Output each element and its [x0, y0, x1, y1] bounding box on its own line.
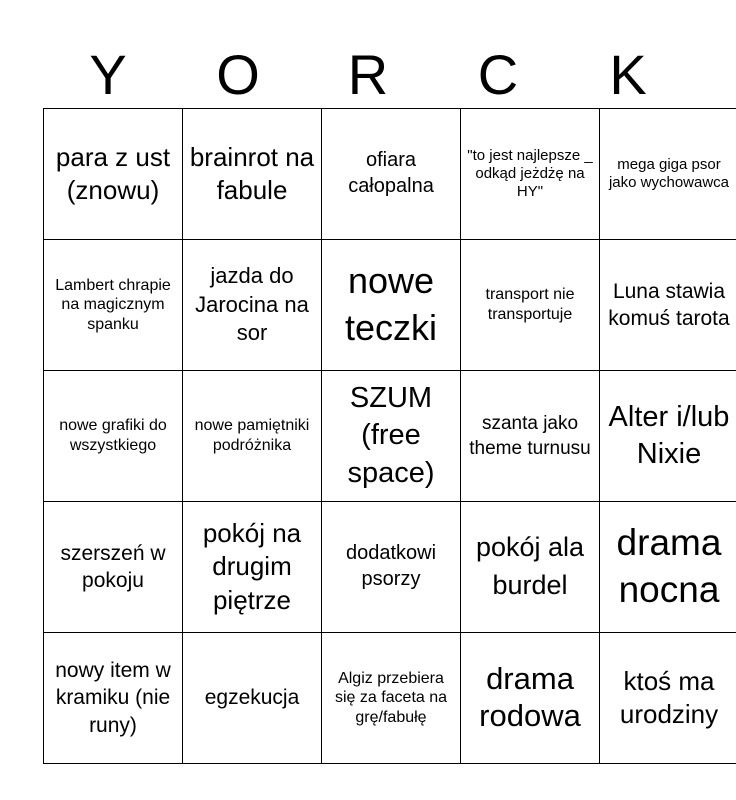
bingo-cell: szerszeń w pokoju — [44, 502, 183, 633]
bingo-cell: nowe grafiki do wszystkiego — [44, 371, 183, 502]
header-letter: O — [216, 43, 260, 106]
bingo-cell: Algiz przebiera się za faceta na grę/fabułę — [322, 633, 461, 764]
bingo-cell: szanta jako theme turnusu — [461, 371, 600, 502]
bingo-cell: pokój na drugim piętrze — [183, 502, 322, 633]
bingo-row — [44, 240, 736, 371]
bingo-cell: brainrot na fabule — [183, 109, 322, 240]
bingo-cell: Alter i/lub Nixie — [600, 371, 736, 502]
bingo-cell: SZUM (free space) — [322, 371, 461, 502]
bingo-cell: ofiara całopalna — [322, 109, 461, 240]
bingo-cell: ktoś ma urodziny — [600, 633, 736, 764]
bingo-cell: mega giga psor jako wychowawca — [600, 109, 736, 240]
header-letter: C — [477, 43, 519, 106]
header-letter: R — [347, 43, 389, 106]
header-letter: Y — [89, 43, 127, 106]
bingo-cell: nowy item w kramiku (nie runy) — [44, 633, 183, 764]
bingo-cell: nowe teczki — [322, 240, 461, 371]
bingo-row — [44, 371, 736, 502]
bingo-cell: dodatkowi psorzy — [322, 502, 461, 633]
bingo-cell: nowe pamiętniki podróżnika — [183, 371, 322, 502]
bingo-cell: para z ust (znowu) — [44, 109, 183, 240]
bingo-row — [44, 502, 736, 633]
bingo-row — [44, 109, 736, 240]
bingo-cell: "to jest najlepsze _ odkąd jeżdżę na HY" — [461, 109, 600, 240]
bingo-header — [43, 42, 693, 108]
bingo-cell: jazda do Jarocina na sor — [183, 240, 322, 371]
bingo-cell: Luna stawia komuś tarota — [600, 240, 736, 371]
bingo-board — [43, 108, 736, 764]
bingo-cell: egzekucja — [183, 633, 322, 764]
bingo-cell: transport nie transportuje — [461, 240, 600, 371]
bingo-cell: drama rodowa — [461, 633, 600, 764]
bingo-cell: Lambert chrapie na magicznym spanku — [44, 240, 183, 371]
bingo-cell: pokój ala burdel — [461, 502, 600, 633]
header-letter: K — [609, 43, 647, 106]
bingo-row — [44, 633, 736, 764]
bingo-cell: drama nocna — [600, 502, 736, 633]
